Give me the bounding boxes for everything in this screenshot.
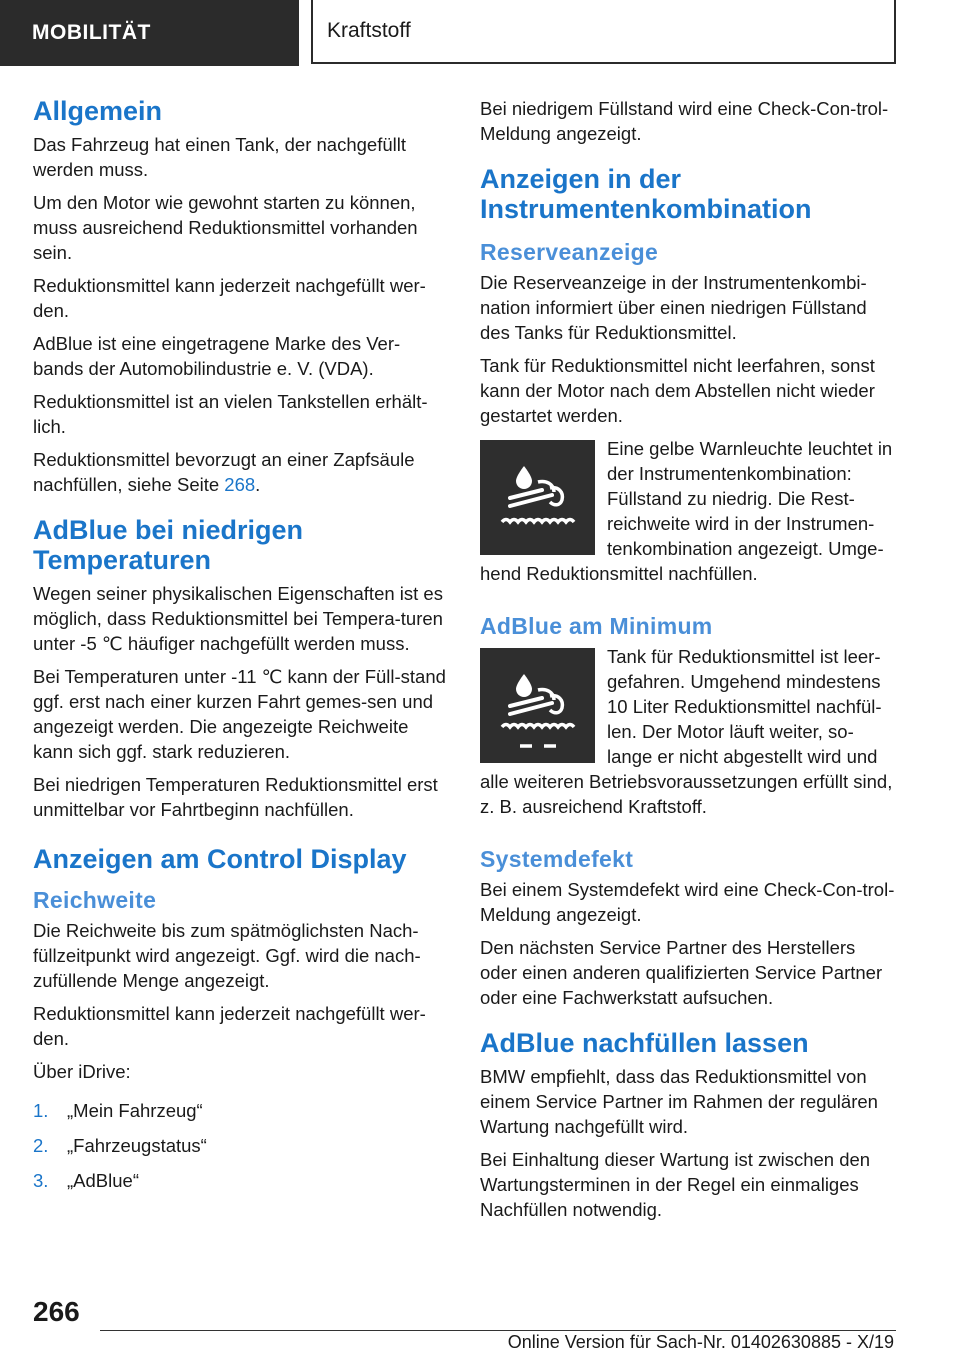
paragraph: Bei niedrigen Temperaturen Reduktionsmittel erst unmittelbar vor Fahrtbeginn nachfüllen. xyxy=(33,774,438,820)
paragraph: Reduktionsmittel kann jederzeit nachgefüllt wer-den. xyxy=(33,275,426,321)
paragraph: AdBlue ist eine eingetragene Marke des Ver-bands der Automobilindustrie e. V. (VDA). xyxy=(33,333,401,379)
step-number: 2. xyxy=(33,1135,49,1156)
footer-divider xyxy=(100,1330,896,1331)
paragraph: Um den Motor wie gewohnt starten zu können, muss ausreichend Reduktionsmittel vorhanden sein. xyxy=(33,192,418,263)
paragraph: Bei Temperaturen unter -11 ℃ kann der Füll-stand ggf. erst nach einer kurzen Fahrt gemes-sen und angezeigt werden. Die angezeigte Reichweite kann sich ggf. stark reduzieren. xyxy=(33,666,446,762)
paragraph: Bei niedrigem Füllstand wird eine Check-Con-trol- Meldung angezeigt. xyxy=(480,98,889,144)
list-item xyxy=(33,1133,447,1158)
text-fragment: Reduktionsmittel bevorzugt an einer Zapfsäule nachfüllen, siehe Seite xyxy=(33,449,415,495)
heading-allgemein: Allgemein xyxy=(33,96,163,126)
paragraph: Tank für Reduktionsmittel nicht leerfahren, sonst kann der Motor nach dem Abstellen nicht wieder gestartet werden. xyxy=(480,355,875,426)
heading-refill: AdBlue nachfüllen lassen xyxy=(480,1028,809,1058)
heading-control-display: Anzeigen am Control Display xyxy=(33,844,407,874)
paragraph-with-icon xyxy=(480,644,896,819)
paragraph: Bei Einhaltung dieser Wartung ist zwischen den Wartungsterminen in der Regel ein einmaliges Nachfüllen notwendig. xyxy=(480,1149,871,1220)
page-reference-link[interactable]: 268 xyxy=(224,474,256,495)
step-text: „Mein Fahrzeug“ xyxy=(67,1100,203,1121)
paragraph: Bei einem Systemdefekt wird eine Check-Con-trol-Meldung angezeigt. xyxy=(480,879,895,925)
minimum-warning-text: Tank für Reduktionsmittel ist leer-gefahren. Umgehend mindestens 10 Liter Reduktionsmittel nachfül-len. Der Motor läuft weiter, so-lange er nicht abgestellt wird und alle weiteren Betriebsvoraussetzungen erfüllt sind, z. B. ausreichend Kraftstoff. xyxy=(480,646,893,817)
step-text: „AdBlue“ xyxy=(67,1170,139,1191)
heading-reichweite: Reichweite xyxy=(33,887,157,913)
list-item xyxy=(33,1098,447,1123)
heading-minimum: AdBlue am Minimum xyxy=(480,613,713,639)
paragraph: Reduktionsmittel kann jederzeit nachgefüllt wer-den. xyxy=(33,1003,426,1049)
chapter-label: MOBILITÄT xyxy=(32,21,151,44)
idrive-steps-list xyxy=(33,1098,447,1193)
text-fragment: . xyxy=(255,474,261,495)
step-number: 1. xyxy=(33,1100,49,1121)
paragraph: Die Reichweite bis zum spätmöglichsten Nach-füllzeitpunkt wird angezeigt. Ggf. wird die nach-zufüllende Menge angezeigt. xyxy=(33,920,421,991)
adblue-minimum-icon xyxy=(480,648,595,763)
list-item xyxy=(33,1168,447,1193)
step-number: 3. xyxy=(33,1170,49,1191)
heading-system-defect: Systemdefekt xyxy=(480,846,634,872)
section-header xyxy=(311,0,896,64)
page-number: 266 xyxy=(33,1296,80,1327)
paragraph: Über iDrive: xyxy=(33,1061,131,1082)
paragraph xyxy=(33,447,447,497)
step-text: „Fahrzeugstatus“ xyxy=(67,1135,207,1156)
adblue-reserve-icon xyxy=(480,440,595,555)
reserve-warning-text: Eine gelbe Warnleuchte leuchtet in der Instrumentenkombination: Füllstand zu niedrig. Die Rest-reichweite wird in der Instrumen-tenkombination angezeigt. Umge-hend Reduktionsmittel nachfüllen. xyxy=(480,438,893,584)
paragraph: Das Fahrzeug hat einen Tank, der nachgefüllt werden muss. xyxy=(33,134,406,180)
right-column xyxy=(480,96,896,1230)
heading-instrument-cluster: Anzeigen in der Instrumentenkombination xyxy=(480,164,812,224)
chapter-tab xyxy=(0,0,299,66)
heading-low-temperatures: AdBlue bei niedrigen Temperaturen xyxy=(33,515,304,575)
paragraph: Die Reserveanzeige in der Instrumentenkombi-nation informiert über einen niedrigen Füllstand des Tanks für Reduktionsmittel. xyxy=(480,272,867,343)
paragraph: Den nächsten Service Partner des Herstellers oder einen anderen qualifizierten Service Partner oder eine Fachwerkstatt aufsuchen. xyxy=(480,937,883,1008)
paragraph: Wegen seiner physikalischen Eigenschaften ist es möglich, dass Reduktionsmittel bei Tempera-turen unter -5 ℃ häufiger nachgefüllt werden muss. xyxy=(33,583,443,654)
footer-version: Online Version für Sach-Nr. 01402630885 - X/19 xyxy=(507,1332,894,1352)
paragraph: Reduktionsmittel ist an vielen Tankstellen erhält-lich. xyxy=(33,391,428,437)
heading-reserve: Reserveanzeige xyxy=(480,239,659,265)
paragraph: BMW empfiehlt, dass das Reduktionsmittel von einem Service Partner im Rahmen der regulären Wartung nachgefüllt wird. xyxy=(480,1066,878,1137)
left-column xyxy=(33,96,447,1203)
section-label: Kraftstoff xyxy=(327,19,411,42)
paragraph-with-icon xyxy=(480,436,896,586)
